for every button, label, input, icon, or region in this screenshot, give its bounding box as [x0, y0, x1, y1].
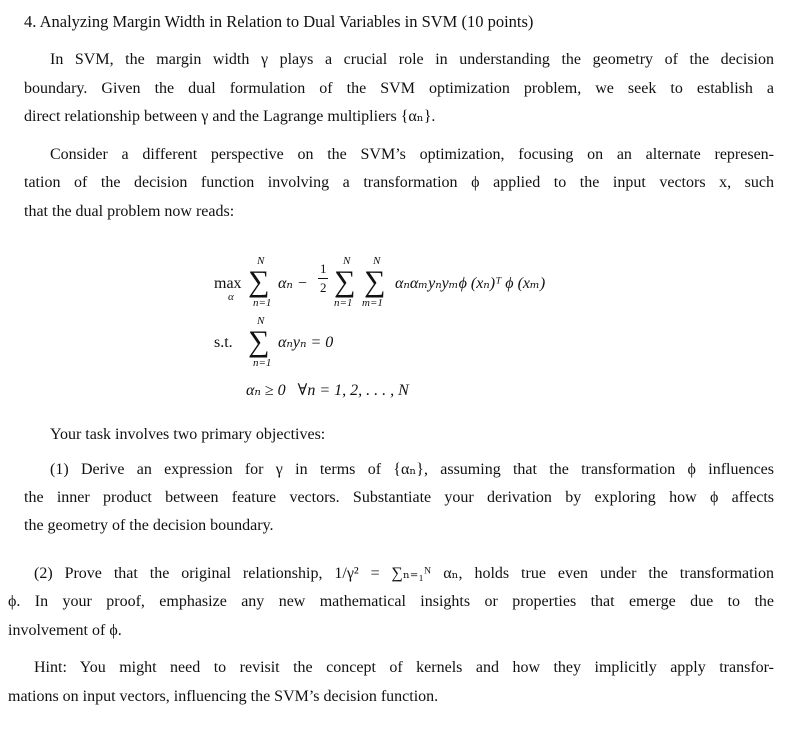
task-intro: Your task involves two primary objectives: [50, 426, 326, 443]
intro-line-2: boundary. Given the dual formulation of the SVM optimization problem, we seek to establish a [24, 80, 774, 97]
task1-line-2: the inner product between feature vectors. Substantiate your derivation by exploring how ϕ affects [24, 489, 774, 506]
outer-sum-symbol: ∑ [334, 265, 356, 298]
task2-line-2: ϕ. In your proof, emphasize any new mathematical insights or properties that emerge due to the [8, 593, 774, 610]
perspective-line-1: Consider a different perspective on the SVM’s optimization, focusing on an alternate represen- [50, 146, 774, 163]
intro-line-3: direct relationship between γ and the Lagrange multipliers {αₙ}. [24, 108, 436, 125]
outer-sum-upper: N [343, 255, 351, 267]
constraint-nonnegativity: αₙ ≥ 0 ∀n = 1, 2, . . . , N [246, 382, 409, 399]
constraint-sum-lower: n=1 [253, 357, 272, 369]
hint-line-2: mations on input vectors, influencing the SVM’s decision function. [8, 688, 439, 705]
sum-lower-limit: n=1 [253, 297, 272, 309]
alpha-n-term: αₙ − [278, 275, 308, 292]
subject-to-label: s.t. [214, 334, 233, 351]
task1-line-3: the geometry of the decision boundary. [24, 517, 274, 534]
sum-upper-limit: N [257, 255, 265, 267]
task2-line-1: (2) Prove that the original relationship, 1/γ² = ∑ₙ₌₁ᴺ αₙ, holds true even under the transformation [34, 565, 774, 582]
perspective-line-3: that the dual problem now reads: [24, 203, 235, 220]
inner-sum-symbol: ∑ [364, 265, 386, 298]
task2-line-3: involvement of ϕ. [8, 622, 122, 639]
perspective-line-2: tation of the decision function involving a transformation ϕ applied to the input vectors x, such [24, 174, 774, 191]
double-sum-summand: αₙαₘyₙyₘϕ (xₙ)ᵀ ϕ (xₘ) [395, 275, 546, 292]
half-denominator: 2 [320, 280, 327, 295]
task1-line-1: (1) Derive an expression for γ in terms of {αₙ}, assuming that the transformation ϕ influences [50, 461, 774, 478]
inner-sum-lower: m=1 [362, 297, 383, 309]
constraint-sum-symbol: ∑ [248, 325, 270, 358]
sum-symbol: ∑ [248, 265, 270, 298]
constraint-equality: αₙyₙ = 0 [278, 334, 334, 351]
half-numerator: 1 [320, 261, 327, 276]
max-operator: max [214, 275, 242, 292]
constraint-sum-upper: N [257, 315, 265, 327]
intro-line-1: In SVM, the margin width γ plays a crucial role in understanding the geometry of the decision [50, 51, 774, 68]
inner-sum-upper: N [373, 255, 381, 267]
half-fraction-bar [318, 278, 328, 279]
outer-sum-lower: n=1 [334, 297, 353, 309]
max-subscript: α [228, 291, 234, 303]
question-heading: 4. Analyzing Margin Width in Relation to Dual Variables in SVM (10 points) [24, 12, 534, 31]
hint-line-1: Hint: You might need to revisit the concept of kernels and how they implicitly apply transfor- [34, 659, 774, 676]
